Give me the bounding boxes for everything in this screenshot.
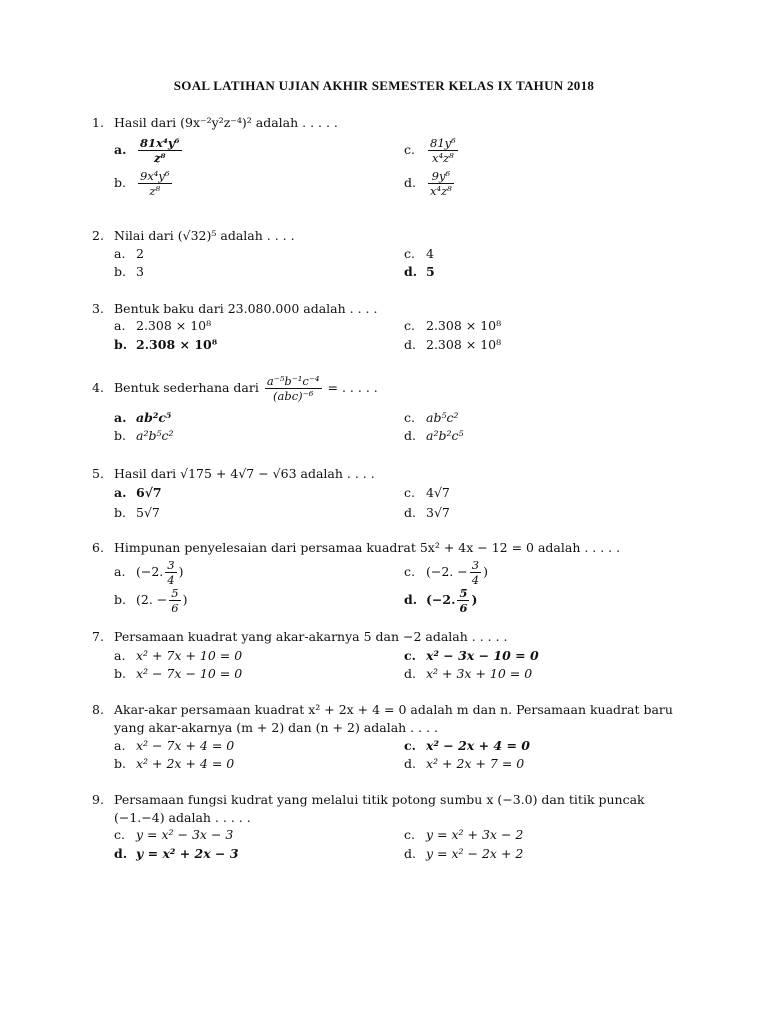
option-d[interactable]: d. 3√7 bbox=[404, 505, 450, 520]
question-number: 7. bbox=[92, 629, 104, 644]
option-a[interactable]: a. x² + 7x + 10 = 0 bbox=[114, 648, 243, 663]
option-c-left[interactable]: c. y = x² − 3x − 3 bbox=[114, 827, 234, 842]
option-b[interactable]: b. 5√7 bbox=[114, 505, 160, 520]
option-c[interactable]: c. ab⁵c² bbox=[404, 410, 459, 425]
option-b[interactable]: b. a²b⁵c² bbox=[114, 428, 174, 443]
option-d[interactable]: d. $\frac{\text{9y⁶}}{\text{x⁴z⁸}}$ bbox=[404, 169, 452, 198]
option-d[interactable]: d. (−2. $\frac{5}{6}$ ) bbox=[404, 586, 478, 615]
question-number: 9. bbox=[92, 792, 104, 807]
option-a[interactable]: a. (−2. $\frac{3}{4}$ ) bbox=[114, 558, 184, 587]
question-6 bbox=[92, 538, 692, 558]
question-number: 6. bbox=[92, 540, 104, 555]
question-3 bbox=[92, 299, 692, 319]
option-b[interactable]: b. 3 bbox=[114, 264, 144, 279]
question-text: Persamaan kuadrat yang akar-akarnya 5 dan −2 adalah . . . . . bbox=[114, 629, 508, 644]
fraction: $\frac{5}{6}$ bbox=[171, 586, 179, 615]
option-c[interactable]: c. x² − 2x + 4 = 0 bbox=[404, 738, 531, 753]
option-b[interactable]: b. $\frac{\text{9x⁴y⁶}}{\text{z⁸}}$ bbox=[114, 169, 170, 198]
option-b[interactable]: b. (2. − $\frac{5}{6}$ ) bbox=[114, 586, 188, 615]
question-text: Bentuk baku dari 23.080.000 adalah . . . . bbox=[114, 301, 378, 316]
question-text: Bentuk sederhana dari $\frac{\text{a⁻⁵b⁻¹c⁻⁴}}{\text{(abc)⁻⁶}}$ = . . . . . bbox=[114, 374, 378, 403]
question-1 bbox=[92, 113, 692, 133]
fraction: $\frac{\text{9y⁶}}{\text{x⁴z⁸}}$ bbox=[430, 169, 452, 198]
question-4 bbox=[92, 371, 692, 405]
option-c[interactable]: c. (−2. − $\frac{3}{4}$ ) bbox=[404, 558, 488, 587]
option-a[interactable]: a. 2.308 × 10⁸ bbox=[114, 318, 212, 333]
question-5 bbox=[92, 464, 692, 484]
question-2 bbox=[92, 226, 692, 246]
fraction: $\frac{3}{4}$ bbox=[471, 558, 480, 587]
question-number: 8. bbox=[92, 702, 104, 717]
option-b[interactable]: b. x² − 7x − 10 = 0 bbox=[114, 666, 243, 681]
option-b[interactable]: b. 2.308 × 10⁸ bbox=[114, 337, 218, 352]
option-d[interactable]: d. 5 bbox=[404, 264, 435, 279]
question-text: Akar-akar persamaan kuadrat x² + 2x + 4 = 0 adalah m dan n. Persamaan kuadrat baru yang akar-akarnya (m + 2) dan (n + 2) adalah . . . . bbox=[114, 702, 673, 735]
question-text: Himpunan penyelesaian dari persamaa kuadrat 5x² + 4x − 12 = 0 adalah . . . . . bbox=[114, 540, 621, 555]
option-d-left[interactable]: d. y = x² + 2x − 3 bbox=[114, 846, 239, 861]
option-c[interactable]: c. x² − 3x − 10 = 0 bbox=[404, 648, 539, 663]
question-text: Persamaan fungsi kudrat yang melalui titik potong sumbu x (−3.0) dan titik puncak (−1.−4) adalah . . . . . bbox=[114, 792, 645, 825]
page-title: SOAL LATIHAN UJIAN AKHIR SEMESTER KELAS IX TAHUN 2018 bbox=[173, 78, 595, 93]
option-c[interactable]: c. $\frac{\text{81y⁶}}{\text{x⁴z⁸}}$ bbox=[404, 136, 456, 165]
fraction: $\frac{\text{81y⁶}}{\text{x⁴z⁸}}$ bbox=[430, 136, 456, 165]
option-d[interactable]: d. x² + 2x + 7 = 0 bbox=[404, 756, 525, 771]
option-b[interactable]: b. x² + 2x + 4 = 0 bbox=[114, 756, 235, 771]
option-c[interactable]: c. 4 bbox=[404, 246, 434, 261]
question-number: 4. bbox=[92, 380, 104, 395]
option-d[interactable]: d. 2.308 × 10⁸ bbox=[404, 337, 502, 352]
option-d[interactable]: d. a²b²c⁵ bbox=[404, 428, 464, 443]
question-number: 3. bbox=[92, 301, 104, 316]
question-9 bbox=[92, 790, 692, 826]
fraction: $\frac{3}{4}$ bbox=[167, 558, 175, 587]
option-a[interactable]: a. 2 bbox=[114, 246, 144, 261]
question-number: 2. bbox=[92, 228, 104, 243]
option-c[interactable]: c. 2.308 × 10⁸ bbox=[404, 318, 502, 333]
question-7 bbox=[92, 627, 692, 647]
question-text: Hasil dari (9x⁻²y²z⁻⁴)² adalah . . . . . bbox=[114, 115, 338, 130]
option-a[interactable]: a. x² − 7x + 4 = 0 bbox=[114, 738, 235, 753]
fraction: $\frac{\text{9x⁴y⁶}}{\text{z⁸}}$ bbox=[140, 169, 170, 198]
fraction: $\frac{\text{81x⁴y⁶}}{\text{z⁸}}$ bbox=[140, 136, 180, 165]
option-a[interactable]: a. $\frac{\text{81x⁴y⁶}}{\text{z⁸}}$ bbox=[114, 136, 180, 165]
fraction: $\frac{\text{a⁻⁵b⁻¹c⁻⁴}}{\text{(abc)⁻⁶}}$ bbox=[266, 374, 320, 403]
option-c[interactable]: c. y = x² + 3x − 2 bbox=[404, 827, 524, 842]
question-8 bbox=[92, 700, 692, 736]
option-c[interactable]: c. 4√7 bbox=[404, 485, 450, 500]
question-number: 1. bbox=[92, 115, 104, 130]
option-d[interactable]: d. x² + 3x + 10 = 0 bbox=[404, 666, 533, 681]
question-text: Nilai dari (√32)⁵ adalah . . . . bbox=[114, 228, 295, 243]
option-a[interactable]: a. ab²c⁵ bbox=[114, 410, 172, 425]
question-number: 5. bbox=[92, 466, 104, 481]
option-a[interactable]: a. 6√7 bbox=[114, 485, 162, 500]
option-d[interactable]: d. y = x² − 2x + 2 bbox=[404, 846, 524, 861]
fraction: $\frac{5}{6}$ bbox=[459, 586, 468, 615]
question-text: Hasil dari √175 + 4√7 − √63 adalah . . . . bbox=[114, 466, 375, 481]
